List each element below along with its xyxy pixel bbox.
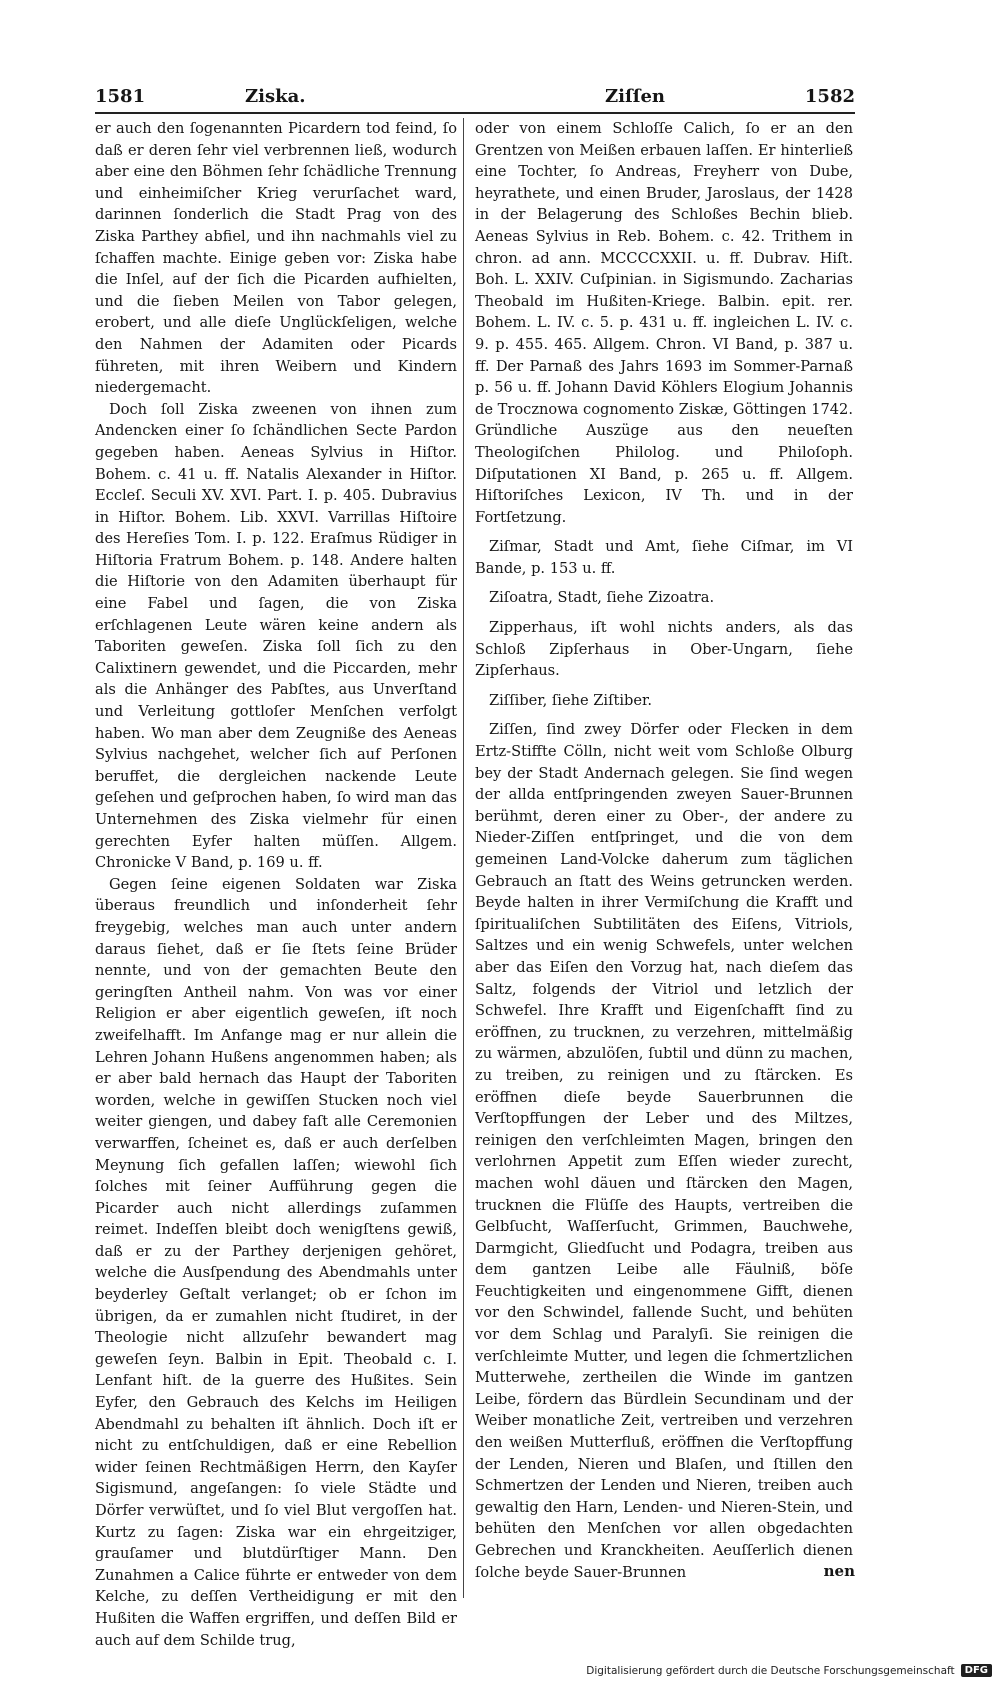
entry-zissiber: Ziſſiber, ſiehe Ziſtiber. — [489, 691, 653, 709]
column-divider — [463, 118, 464, 1598]
footer-text: Digitalisierung gefördert durch die Deutsche Forschungsgemeinschaft — [586, 1664, 955, 1677]
left-column — [95, 118, 457, 1651]
dfg-logo: DFG — [961, 1664, 992, 1677]
paragraph: Gegen ſeine eigenen Soldaten war Ziska überaus freundlich und inſonderheit ſehr freygebig, welches man auch unter andern daraus ſiehet, daß er ſie ſtets ſeine Brüder nennte, und von der gemachten Beute den geringſten Antheil nahm. Von was vor einer Religion er aber eigentlich geweſen, iſt noch zweifelhafft. Im Anfange mag er nur allein die Lehren Johann Hußens angenommen haben; als er aber bald hernach das Haupt der Taboriten worden, welche in gewiſſen Stucken noch viel weiter giengen, und dabey faſt alle Ceremonien verwarffen, ſcheinet es, daß er auch derſelben Meynung ſich gefallen laſſen; wiewohl ſich ſolches mit ſeiner Aufführung gegen die Picarder auch nicht allerdings zuſammen reimet. Indeſſen bleibt doch wenigſtens gewiß, daß er zu der Parthey derjenigen gehöret, welche die Ausſpendung des Abendmahls unter beyderley Geſtalt verlanget; ob er ſchon im übrigen, da er zumahlen nicht ſtudiret, in der Theologie nicht allzuſehr bewandert mag geweſen ſeyn. Balbin in Epit. Theobald c. I. Lenfant hiſt. de la guerre des Hußites. Sein Eyfer, den Gebrauch des Kelchs im Heiligen Abendmahl zu behalten iſt ähnlich. Doch iſt er nicht zu entſchuldigen, daß er eine Rebellion wider ſeinen Rechtmäßigen Herrn, den Kayſer Sigismund, angeſangen: ſo viele Städte und Dörfer verwüſtet, und ſo viel Blut vergoſſen hat. Kurtz zu ſagen: Ziska war ein ehrgeitziger, grauſamer und blutdürſtiger Mann. Den Zunahmen a Calice führte er entweder von dem Kelche, zu deſſen Vertheidigung er mit den Hußiten die Waffen ergriffen, und deſſen Bild er auch auf dem Schilde trug, — [95, 875, 457, 1649]
running-title-right: Ziſſen — [605, 86, 666, 107]
right-column — [475, 118, 853, 1583]
running-header — [95, 82, 855, 114]
entry-zissen: Ziſſen, ſind zwey Dörfer oder Flecken in dem Ertz-Stiffte Cölln, nicht weit vom Schloße Olburg bey der Stadt Andernach gelegen. Sie ſind wegen der allda entſpringenden zweyen Sauer-Brunnen berühmt, deren einer zu Ober-, der andere zu Nieder-Ziſſen entſpringet, und die von dem gemeinen Land-Volcke daherum zum täglichen Gebrauch an ſtatt des Weins getruncken werden. Beyde halten in ihrer Vermiſchung die Krafft und ſpiritualiſchen Subtilitäten des Eiſens, Vitriols, Saltzes und ein wenig Schwefels, unter welchen aber das Eiſen den Vorzug hat, nach dieſem das Saltz, folgends der Vitriol und letzlich der Schwefel. Ihre Krafft und Eigenſchafft ſind zu eröffnen, zu trucknen, zu verzehren, mittelmäßig zu wärmen, abzulöſen, ſubtil und dünn zu machen, zu treiben, zu reinigen und zu ſtärcken. Es eröffnen dieſe beyde Sauerbrunnen die Verſtopffungen der Leber und des Miltzes, reinigen den verſchleimten Magen, bringen den verlohrnen Appetit zum Eſſen wieder zurecht, machen wohl däuen und ſtärcken den Magen, trucknen die Flüſſe des Haupts, vertreiben die Gelbſucht, Waſſerſucht, Grimmen, Bauchwehe, Darmgicht, Gliedſucht und Podagra, treiben aus dem gantzen Leibe alle Fäulniß, böſe Feuchtigkeiten und eingenommene Gifft, dienen vor den Schwindel, fallende Sucht, und behüten vor dem Schlag und Paralyſi. Sie reinigen die verſchleimte Mutter, und legen die ſchmertzlichen Mutterwehe, zertheilen die Winde im gantzen Leibe, fördern das Bürdlein Secundinam und der Weiber monatliche Zeit, vertreiben und verzehren den weißen Mutterfluß, eröffnen die Verſtopffung der Lenden, Nieren und Blaſen, und ſtillen den Schmertzen der Lenden und Nieren, treiben auch gewaltig den Harn, Lenden- und Nieren-Stein, und behüten den Menſchen vor allen obgedachten Gebrechen und Kranckheiten. Aeuſſerlich dienen ſolche beyde Sauer-Brunnen — [475, 721, 853, 1581]
page-number-left: 1581 — [95, 86, 146, 107]
entry-zisoatra: Ziſoatra, Stadt, ſiehe Zizoatra. — [489, 589, 715, 607]
page-number-right: 1582 — [804, 86, 855, 107]
paragraph: er auch den ſogenannten Picardern tod feind, ſo daß er deren ſehr viel verbrennen ließ, wodurch aber eine den Böhmen ſehr ſchädliche Trennung und einheimiſcher Krieg verurſachet ward, darinnen ſonderlich die Stadt Prag von des Ziska Parthey abfiel, und ihn nachmahls viel zu ſchaffen machte. Einige geben vor: Ziska habe die Inſel, auf der ſich die Picarden aufhielten, und die ſieben Meilen von Tabor gelegen, erobert, und alle dieſe Unglückſeligen, welche den Nahmen der Adamiten oder Picards führeten, mit ihren Weibern und Kindern niedergemacht. — [95, 120, 457, 397]
paragraph: Doch ſoll Ziska zweenen von ihnen zum Andencken einer ſo ſchändlichen Secte Pardon gegeben haben. Aeneas Sylvius in Hiſtor. Bohem. c. 41 u. ff. Natalis Alexander in Hiſtor. Eccleſ. Seculi XV. XVI. Part. I. p. 405. Dubravius in Hiſtor. Bohem. Lib. XXVI. Varrillas Hiſtoire des Hereſies Tom. I. p. 122. Eraſmus Rüdiger in Hiſtoria Fratrum Bohem. p. 148. Andere halten die Hiſtorie von den Adamiten überhaupt für eine Fabel und ſagen, die von Ziska erſchlagenen Leute wären keine andern als Taboriten geweſen. Ziska ſoll ſich zu den Calixtinern gewendet, und die Piccarden, mehr als die Anhänger des Pabſtes, aus Unverſtand und Verleitung gottloſer Menſchen verfolgt haben. Wo man aber dem Zeugniße des Aeneas Sylvius nachgehet, welcher ſich auf Perſonen beruffet, die dergleichen nackende Leute geſehen und geſprochen haben, ſo wird man das Unternehmen des Ziska vielmehr für einen gerechten Eyfer halten müſſen. Allgem. Chronicke V Band, p. 169 u. ff. — [95, 400, 457, 872]
book-page — [95, 82, 855, 1652]
digitization-footer — [586, 1664, 992, 1677]
entry-zipperhaus: Zipperhaus, iſt wohl nichts anders, als das Schloß Zipſerhaus in Ober-Ungarn, ſiehe Zipſerhaus. — [475, 619, 853, 680]
paragraph: oder von einem Schloſſe Calich, ſo er an den Grentzen von Meißen erbauen laſſen. Er hinterließ eine Tochter, ſo Andreas, Freyherr von Dube, heyrathete, und einen Bruder, Jaroslaus, der 1428 in der Belagerung des Schloßes Bechin blieb. Aeneas Sylvius in Reb. Bohem. c. 42. Trithem in chron. ad ann. MCCCCXXII. u. ff. Dubrav. Hiſt. Boh. L. XXIV. Cuſpinian. in Sigismundo. Zacharias Theobald im Hußiten-Kriege. Balbin. epit. rer. Bohem. L. IV. c. 5. p. 431 u. ff. ingleichen L. IV. c. 9. p. 455. 465. Allgem. Chron. VI Band, p. 387 u. ff. Der Parnaß des Jahrs 1693 im Sommer-Parnaß p. 56 u. ff. Johann David Köhlers Elogium Johannis de Trocznowa cognomento Ziskæ, Göttingen 1742. Gründliche Auszüge aus den neueſten Theologiſchen Philolog. und Philoſoph. Diſputationen XI Band, p. 265 u. ff. Allgem. Hiſtoriſches Lexicon, IV Th. und in der Fortſetzung. — [475, 120, 853, 526]
catchword: nen — [823, 1562, 855, 1580]
entry-zismar: Ziſmar, Stadt und Amt, ſiehe Ciſmar, im VI Bande, p. 153 u. ff. — [475, 538, 853, 577]
running-title-left: Ziska. — [245, 86, 306, 107]
